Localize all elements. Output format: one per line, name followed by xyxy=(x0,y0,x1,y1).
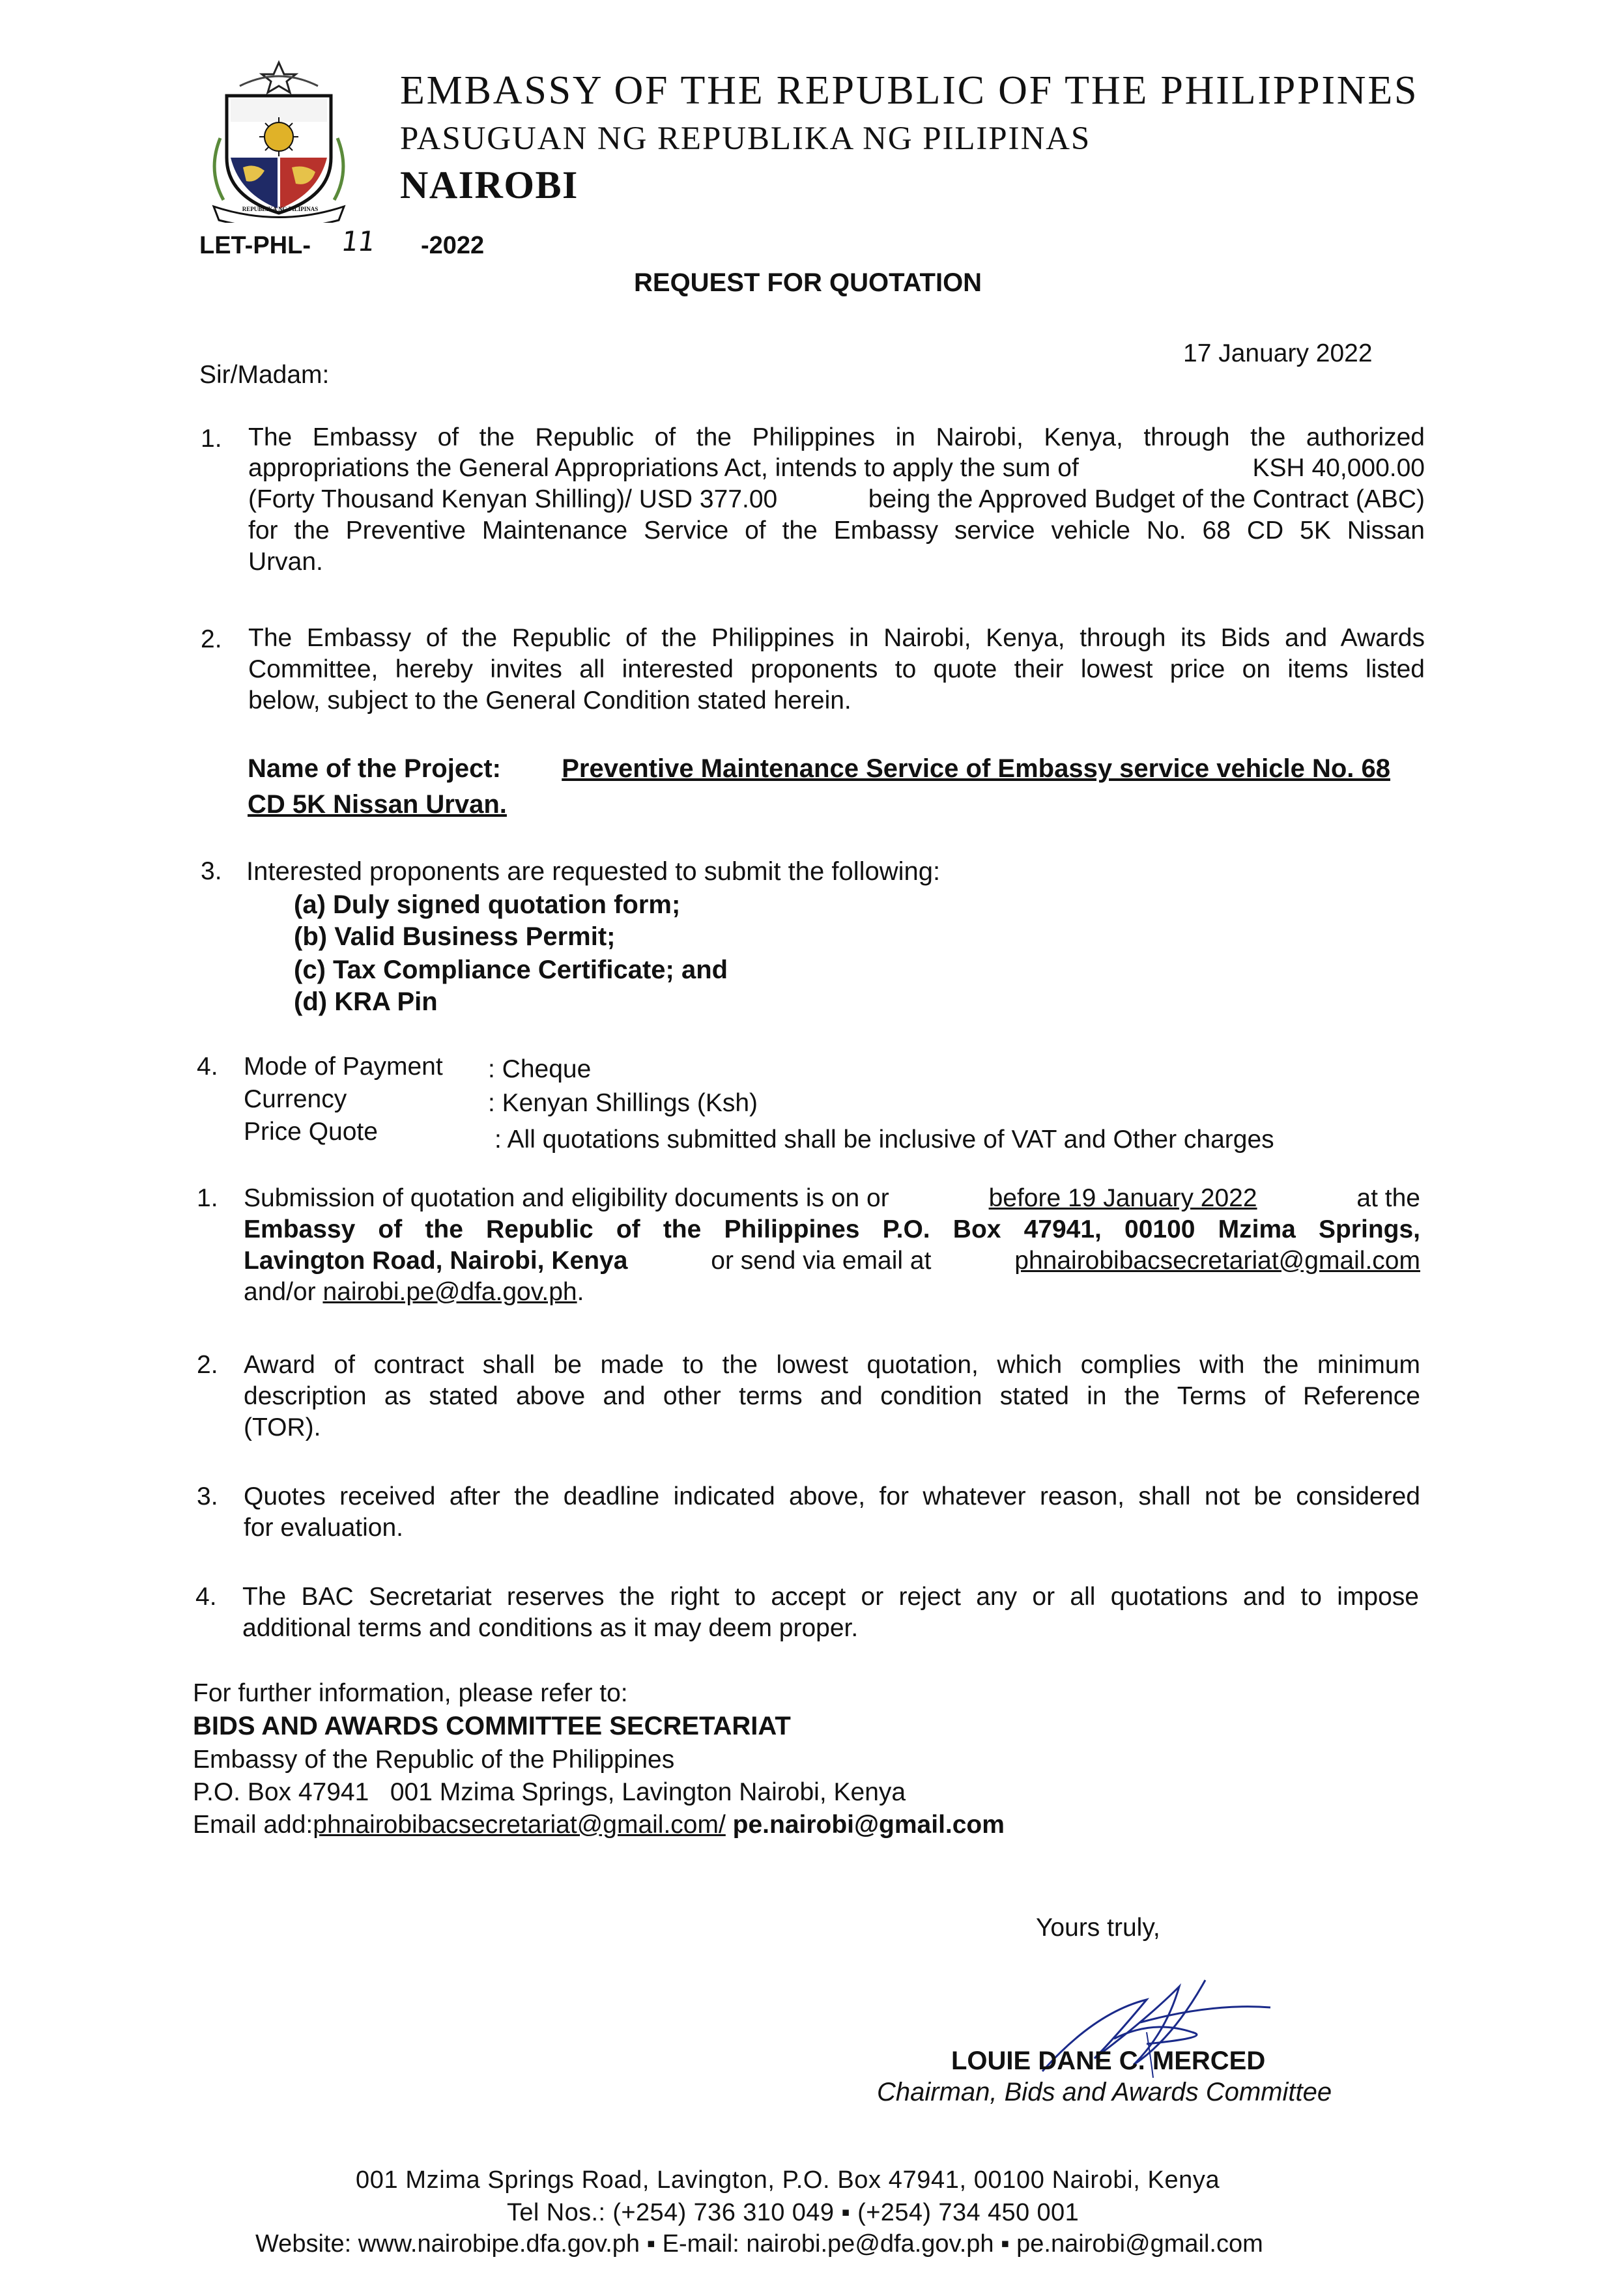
paragraph-line xyxy=(244,1183,1420,1214)
salutation: Sir/Madam: xyxy=(199,361,330,389)
contact-email-label: Email add: xyxy=(193,1811,313,1839)
reference-handwritten-number: 11 xyxy=(339,225,377,257)
pe-email-link[interactable]: pe.nairobi@gmail.com xyxy=(732,1811,1005,1839)
paragraph-line: The Embassy of the Republic of the Philippines in Nairobi, Kenya, through the authorized xyxy=(248,423,1425,451)
embassy-email-link[interactable]: nairobi.pe@dfa.gov.ph xyxy=(322,1278,577,1306)
project-title: Preventive Maintenance Service of Embassy service vehicle No. 68 xyxy=(562,754,1390,783)
paragraph-line: The BAC Secretariat reserves the right to accept or reject any or all quotations and to impose xyxy=(242,1583,1419,1611)
paragraph-line: for the Preventive Maintenance Service of the Embassy service vehicle No. 68 CD 5K Nissan xyxy=(248,517,1425,545)
paragraph-line: Urvan. xyxy=(248,548,323,576)
budget-ksh: KSH 40,000.00 xyxy=(1252,454,1425,482)
currency-value: : Kenyan Shillings (Ksh) xyxy=(488,1089,758,1117)
paragraph-text: . xyxy=(577,1278,584,1306)
signatory-name: LOUIE DANE C. MERCED xyxy=(951,2047,1266,2075)
letterhead-embassy-name: EMBASSY OF THE REPUBLIC OF THE PHILIPPINES xyxy=(400,68,1419,113)
paragraph-text: at the xyxy=(1356,1184,1420,1212)
contact-address: P.O. Box 47941 001 Mzima Springs, Lavington Nairobi, Kenya xyxy=(193,1778,906,1806)
paragraph-line: Interested proponents are requested to submit the following: xyxy=(246,857,941,886)
paragraph-text: being the Approved Budget of the Contract (ABC) xyxy=(868,485,1425,513)
paragraph-line: for evaluation. xyxy=(244,1514,403,1542)
paragraph-text: and/or xyxy=(244,1278,316,1306)
contact-office: BIDS AND AWARDS COMMITTEE SECRETARIAT xyxy=(193,1712,791,1740)
valediction: Yours truly, xyxy=(1036,1914,1160,1942)
paragraph-number: 1. xyxy=(201,425,222,453)
contact-intro: For further information, please refer to: xyxy=(193,1679,628,1707)
paragraph-line: The Embassy of the Republic of the Philippines in Nairobi, Kenya, through its Bids and Awards xyxy=(248,624,1425,652)
paragraph-line xyxy=(248,453,1425,484)
seal-caption: REPUBLIKA NG PILIPINAS xyxy=(242,206,319,212)
paragraph-line: Committee, hereby invites all interested proponents to quote their lowest price on items listed xyxy=(248,655,1425,683)
bac-email-link[interactable]: phnairobibacsecretariat@gmail.com xyxy=(1014,1247,1420,1275)
paragraph-number: 4. xyxy=(195,1583,217,1611)
document-title: REQUEST FOR QUOTATION xyxy=(634,268,982,297)
payment-value: : Cheque xyxy=(488,1055,592,1083)
footer-address: 001 Mzima Springs Road, Lavington, P.O. Box 47941, 00100 Nairobi, Kenya xyxy=(356,2166,1220,2194)
footer-website-email: Website: www.nairobipe.dfa.gov.ph ▪ E-mail: nairobi.pe@dfa.gov.ph ▪ pe.nairobi@gmail.com xyxy=(255,2230,1263,2258)
paragraph-text: or send via email at xyxy=(711,1247,932,1275)
paragraph-number: 1. xyxy=(197,1184,218,1212)
paragraph-number: 4. xyxy=(197,1053,218,1081)
embassy-address-continued: Lavington Road, Nairobi, Kenya xyxy=(244,1247,628,1275)
submission-deadline: before 19 January 2022 xyxy=(988,1184,1257,1212)
payment-label: Mode of Payment xyxy=(244,1053,443,1081)
requirement-item: (b) Valid Business Permit; xyxy=(294,922,616,951)
paragraph-line: description as stated above and other terms and condition stated in the Terms of Reference xyxy=(244,1382,1420,1410)
price-quote-value: : All quotations submitted shall be inclusive of VAT and Other charges xyxy=(494,1126,1274,1154)
paragraph-line xyxy=(248,484,1425,515)
philippine-coat-of-arms-icon xyxy=(201,60,357,223)
letterhead-city: NAIROBI xyxy=(400,163,579,206)
project-label: Name of the Project: xyxy=(248,754,501,783)
price-quote-label: Price Quote xyxy=(244,1118,378,1146)
project-line xyxy=(248,753,1390,784)
currency-label: Currency xyxy=(244,1085,347,1113)
paragraph-line: (TOR). xyxy=(244,1413,321,1441)
requirement-item: (a) Duly signed quotation form; xyxy=(294,890,681,919)
paragraph-text: Submission of quotation and eligibility documents is on or xyxy=(244,1184,889,1212)
requirement-item: (c) Tax Compliance Certificate; and xyxy=(294,956,728,984)
letter-date: 17 January 2022 xyxy=(1183,339,1373,367)
footer-telephone: Tel Nos.: (+254) 736 310 049 ▪ (+254) 734 450 001 xyxy=(507,2199,1080,2226)
paragraph-number: 2. xyxy=(201,625,222,653)
paragraph-number: 3. xyxy=(201,857,222,885)
signatory-role: Chairman, Bids and Awards Committee xyxy=(877,2078,1332,2106)
bac-email-link[interactable]: phnairobibacsecretariat@gmail.com/ xyxy=(313,1811,726,1839)
paragraph-line: additional terms and conditions as it may deem proper. xyxy=(242,1614,859,1642)
paragraph-number: 3. xyxy=(197,1482,218,1510)
paragraph-line: Award of contract shall be made to the lowest quotation, which complies with the minimum xyxy=(244,1351,1420,1379)
letterhead-tagalog-name: PASUGUAN NG REPUBLIKA NG PILIPINAS xyxy=(400,120,1091,157)
paragraph-line xyxy=(244,1277,584,1308)
paragraph-line xyxy=(244,1245,1420,1277)
reference-prefix: LET-PHL- xyxy=(199,232,311,259)
project-title-continued: CD 5K Nissan Urvan. xyxy=(248,790,507,819)
paragraph-line: Quotes received after the deadline indicated above, for whatever reason, shall not be considered xyxy=(244,1482,1420,1510)
contact-organization: Embassy of the Republic of the Philippines xyxy=(193,1746,675,1774)
paragraph-line: below, subject to the General Condition stated herein. xyxy=(248,687,851,715)
paragraph-text: appropriations the General Appropriations Act, intends to apply the sum of xyxy=(248,454,1079,482)
budget-words-usd: (Forty Thousand Kenyan Shilling)/ USD 377.00 xyxy=(248,485,778,513)
contact-email-line xyxy=(193,1812,1005,1837)
paragraph-number: 2. xyxy=(197,1351,218,1379)
requirement-item: (d) KRA Pin xyxy=(294,987,438,1016)
embassy-address: Embassy of the Republic of the Philippines P.O. Box 47941, 00100 Mzima Springs, xyxy=(244,1215,1420,1243)
reference-year: -2022 xyxy=(421,232,485,259)
